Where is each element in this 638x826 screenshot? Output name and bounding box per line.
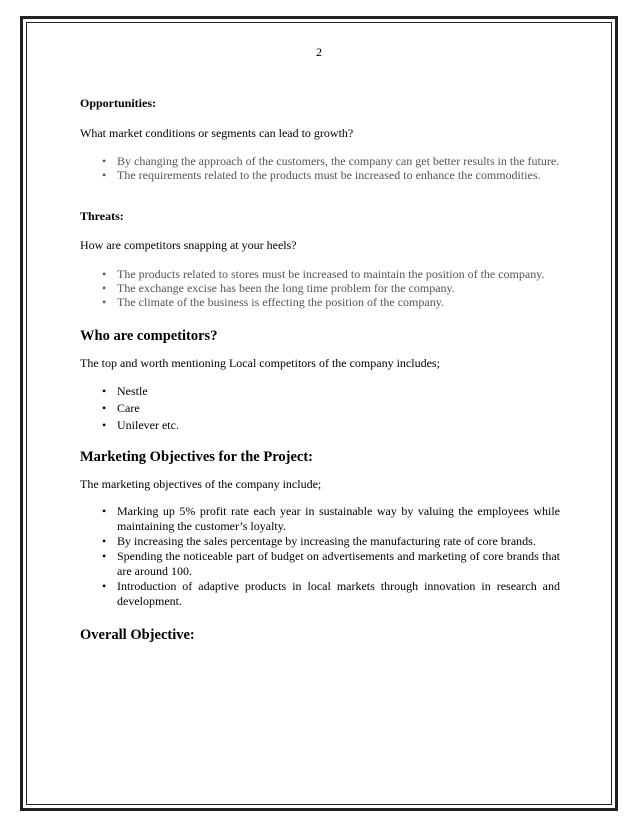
page-content: [80, 96, 560, 644]
marketing-objectives-heading: Marketing Objectives for the Project:: [80, 449, 313, 465]
list-item: • The climate of the business is effecting the position of the company.: [117, 295, 560, 309]
threats-section: [80, 209, 560, 309]
threats-question: How are competitors snapping at your heels?: [80, 238, 297, 252]
list-item: • Marking up 5% profit rate each year in sustainable way by valuing the employees while maintaining the customer’s loyalty.: [117, 504, 560, 534]
competitors-heading: Who are competitors?: [80, 328, 218, 344]
list-item: • By increasing the sales percentage by increasing the manufacturing rate of core brands.: [117, 534, 560, 549]
overall-objective-heading: Overall Objective:: [80, 627, 195, 643]
marketing-objectives-section: [80, 449, 560, 609]
list-item: • Unilever etc.: [117, 417, 560, 434]
list-item: • The exchange excise has been the long time problem for the company.: [117, 281, 560, 295]
competitors-list: [80, 383, 560, 434]
list-item: • The products related to stores must be increased to maintain the position of the company.: [117, 267, 560, 281]
page-number: 2: [316, 45, 322, 59]
list-item: • Spending the noticeable part of budget on advertisements and marketing of core brands that are around 100.: [117, 549, 560, 579]
marketing-objectives-intro: The marketing objectives of the company include;: [80, 477, 322, 491]
overall-objective-section: [80, 627, 560, 644]
opportunities-heading: Opportunities:: [80, 96, 157, 110]
list-item: • By changing the approach of the customers, the company can get better results in the future.: [117, 154, 560, 168]
competitors-section: [80, 328, 560, 434]
list-item: • Introduction of adaptive products in local markets through innovation in research and development.: [117, 579, 560, 609]
opportunities-section: [80, 96, 560, 182]
list-item: • The requirements related to the products must be increased to enhance the commodities.: [117, 168, 560, 182]
list-item: • Care: [117, 400, 560, 417]
threats-heading: Threats:: [80, 209, 124, 223]
opportunities-question: What market conditions or segments can lead to growth?: [80, 126, 354, 140]
competitors-intro: The top and worth mentioning Local competitors of the company includes;: [80, 356, 440, 370]
threats-list: [80, 267, 560, 309]
opportunities-list: [80, 154, 560, 182]
marketing-objectives-list: [80, 504, 560, 609]
list-item: • Nestle: [117, 383, 560, 400]
